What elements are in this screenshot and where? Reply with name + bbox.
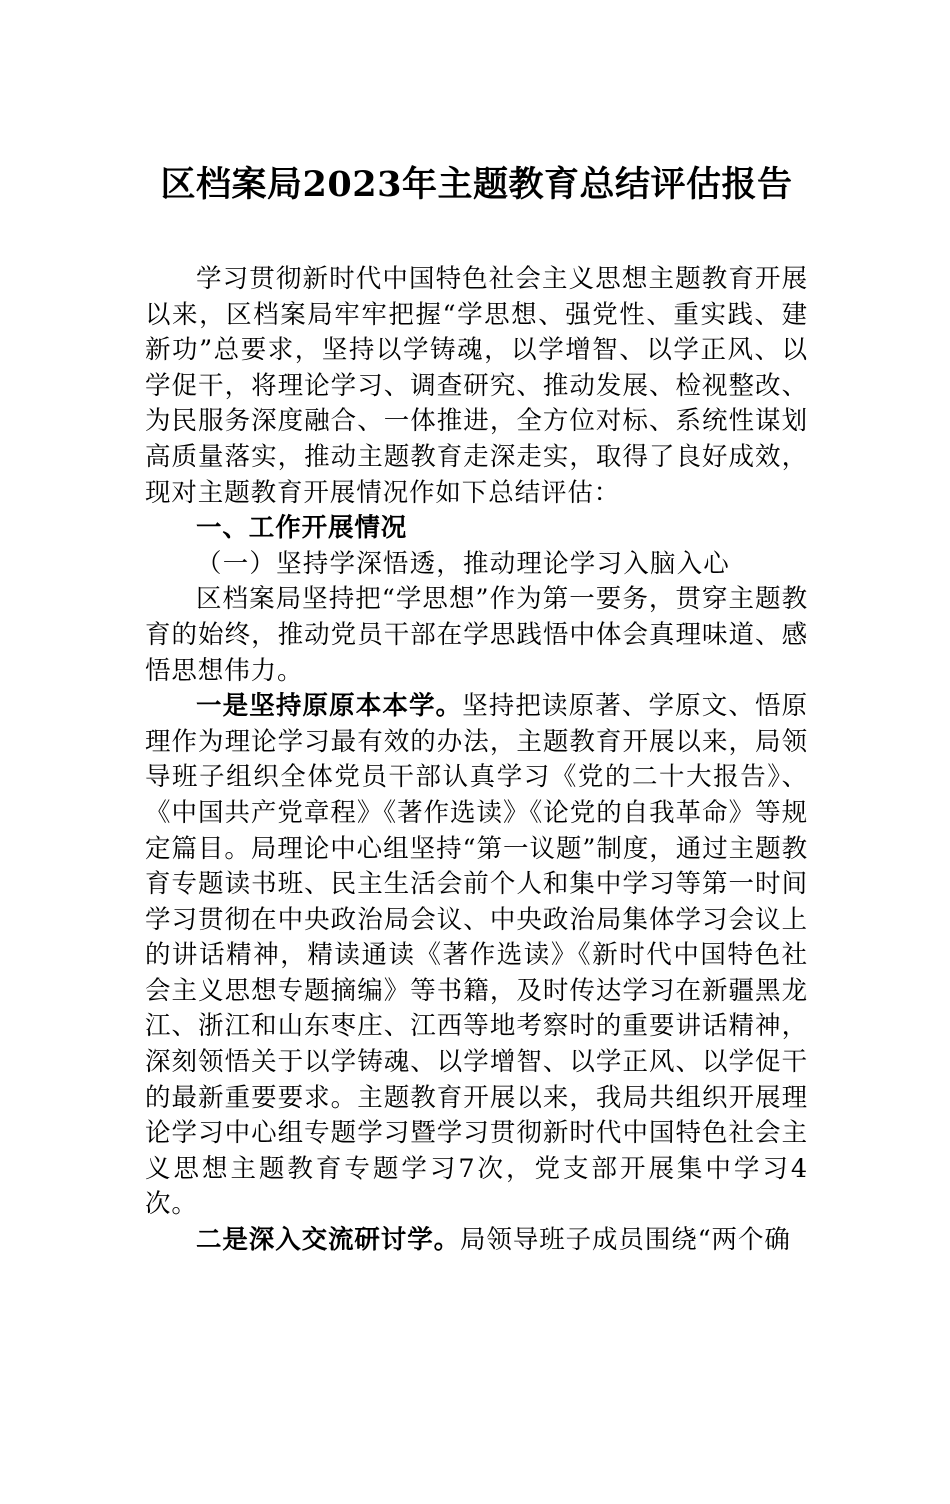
document-title: 区档案局2023年主题教育总结评估报告 [160,164,793,205]
subsection-intro-paragraph: 区档案局坚持把“学思想”作为第一要务，贯穿主题教育的始终，推动党员干部在学思践悟中体会真理味道、感悟思想伟力。 [145,584,808,686]
section-heading-work-status: 一、工作开展情况 [196,513,408,544]
intro-paragraph: 学习贯彻新时代中国特色社会主义思想主题教育开展以来，区档案局牢牢把握“学思想、强党性、重实践、建新功”总要求，坚持以学铸魂，以学增智、以学正风、以学促干，将理论学习、调查研究、推动发展、检视整改、为民服务深度融合、一体推进，全方位对标、系统性谋划高质量落实，推动主题教育走深走实，取得了良好成效，现对主题教育开展情况作如下总结评估： [145,264,808,508]
point-two-text: 局领导班子成员围绕“两个确 [460,1225,791,1256]
point-one-lead: 一是坚持原原本本学。 [196,691,463,722]
point-one-paragraph [145,689,808,1223]
document-body [145,262,808,1259]
document-page [0,160,950,1504]
point-two-lead: 二是深入交流研讨学。 [196,1225,461,1256]
point-one-text: 坚持把读原著、学原文、悟原理作为理论学习最有效的办法，主题教育开展以来，局领导班子组织全体党员干部认真学习《党的二十大报告》、《中国共产党章程》《著作选读》《论党的自我革命》等规定篇目。局理论中心组坚持“第一议题”制度，通过主题教育专题读书班、民主生活会前个人和集中学习等第一时间学习贯彻在中央政治局会议、中央政治局集体学习会议上的讲话精神，精读通读《著作选读》《新时代中国特色社会主义思想专题摘编》等书籍，及时传达学习在新疆黑龙江、浙江和山东枣庄、江西等地考察时的重要讲话精神，深刻领悟关于以学铸魂、以学增智、以学正风、以学促干的最新重要要求。主题教育开展以来，我局共组织开展理论学习中心组专题学习暨学习贯彻新时代中国特色社会主义思想主题教育专题学习7次，党支部开展集中学习4次。 [145,691,808,1220]
subsection-heading-theory-study: （一）坚持学深悟透，推动理论学习入脑入心 [196,548,731,579]
point-two-paragraph [145,1223,808,1259]
